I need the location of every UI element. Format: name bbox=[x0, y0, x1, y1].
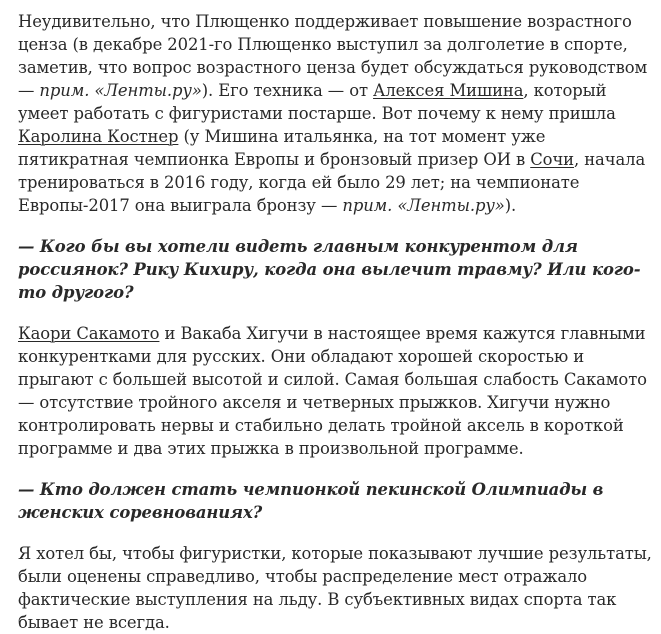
link-carolina-kostner[interactable]: Каролина Костнер bbox=[18, 127, 179, 146]
link-alexei-mishin[interactable]: Алексея Мишина bbox=[373, 81, 524, 100]
interview-question-champion: — Кто должен стать чемпионкой пекинской Олимпиады в женских соревнованиях? bbox=[18, 480, 604, 522]
link-kaori-sakamoto[interactable]: Каори Сакамото bbox=[18, 324, 160, 343]
paragraph-text: ). bbox=[504, 196, 517, 215]
interview-question-competitor: — Кого бы вы хотели видеть главным конкурентом для россиянок? Рику Кихиру, когда она вылечит травму? Или кого-то другого? bbox=[18, 237, 641, 302]
editor-note: прим. «Ленты.ру» bbox=[342, 196, 505, 215]
paragraph-text: Неудивительно, что Плющенко поддерживает повышение возрастного ценза (в декабре 2021-го Плющенко выступил за долголетие в спорте, заметив, что вопрос возрастного ценза будет обсуждаться руководством — bbox=[18, 12, 648, 100]
paragraph-text: и Вакаба Хигучи в настоящее время кажутся главными конкурентками для русских. Они обладают хорошей скоростью и прыгают с большей высотой и силой. Самая большая слабость Сакамото — отсутствие тройного акселя и четверных прыжков. Хигучи нужно контролировать нервы и стабильно делать тройной аксель в короткой программе и два этих прыжка в произвольной программе. bbox=[18, 324, 647, 458]
paragraph-competitors bbox=[18, 322, 653, 460]
paragraph-plushenko bbox=[18, 10, 653, 217]
paragraph-text: , начала тренироваться в 2016 году, когда ей было 29 лет; на чемпионате Европы-2017 она выиграла бронзу — bbox=[18, 150, 646, 215]
paragraph-text: , который умеет работать с фигуристами постарше. Вот почему к нему пришла bbox=[18, 81, 616, 123]
paragraph-fair-judging: Я хотел бы, чтобы фигуристки, которые показывают лучшие результаты, были оценены справедливо, чтобы распределение мест отражало фактические выступления на льду. В субъективных видах спорта так бывает не всегда. bbox=[18, 544, 652, 632]
paragraph-text: (у Мишина итальянка, на тот момент уже пятикратная чемпионка Европы и бронзовый призер ОИ в bbox=[18, 127, 546, 169]
editor-note: прим. «Ленты.ру» bbox=[39, 81, 202, 100]
paragraph-text: ). Его техника — от bbox=[201, 81, 374, 100]
link-sochi[interactable]: Сочи bbox=[530, 150, 575, 169]
